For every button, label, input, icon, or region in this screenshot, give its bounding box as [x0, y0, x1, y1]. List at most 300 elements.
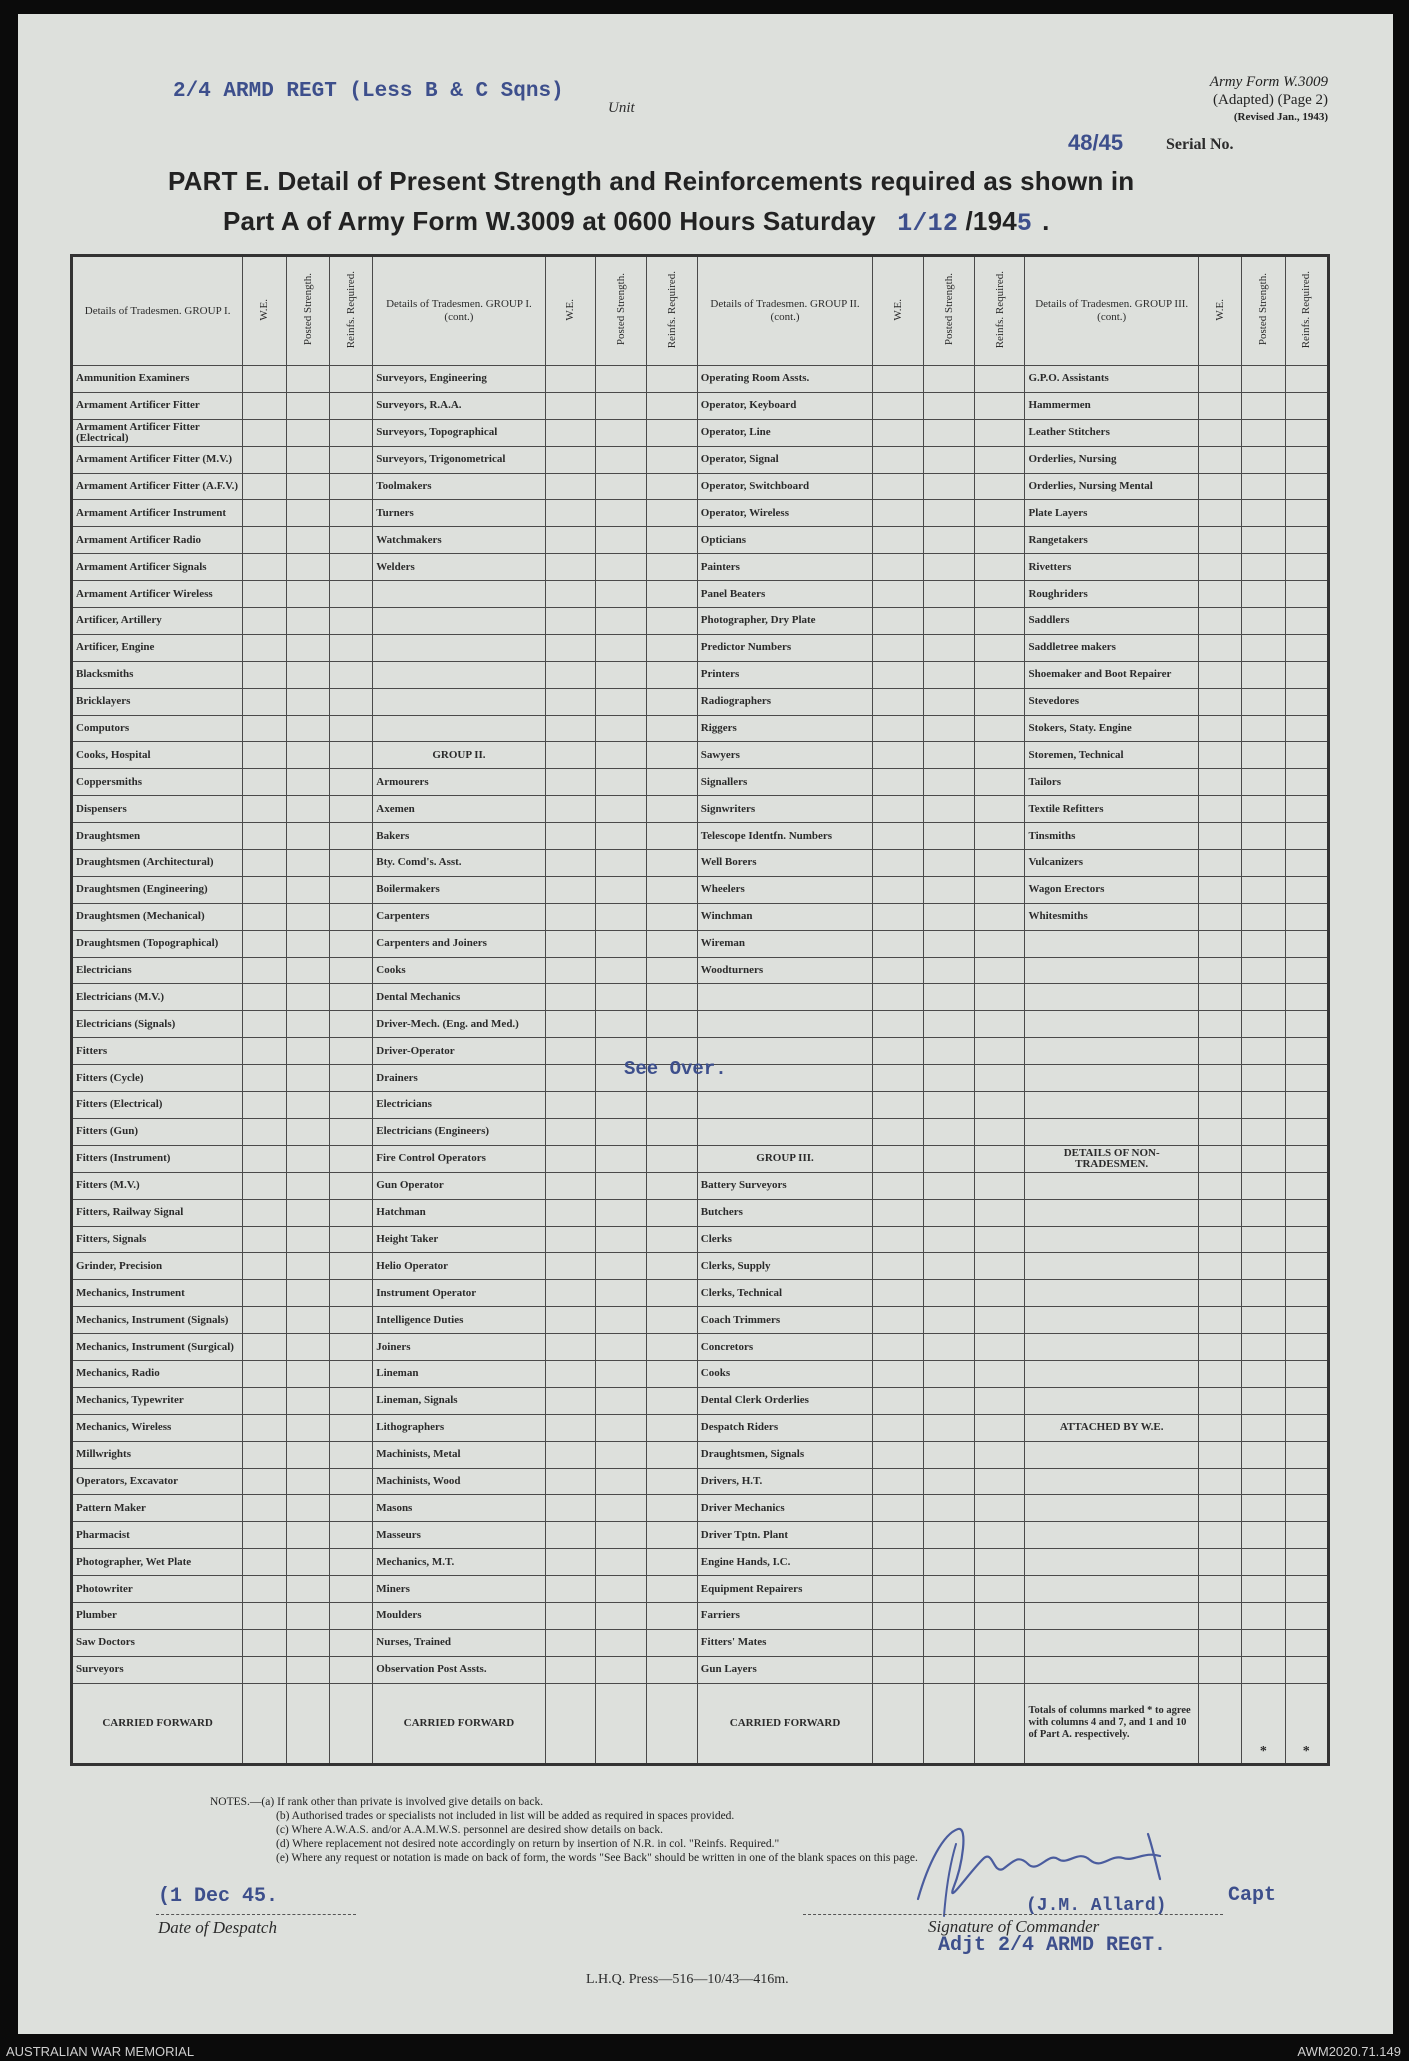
entry-cell[interactable] — [596, 850, 647, 877]
entry-cell[interactable] — [647, 1118, 698, 1145]
entry-cell[interactable] — [243, 1683, 286, 1764]
entry-cell[interactable] — [545, 1522, 596, 1549]
entry-cell[interactable] — [243, 1495, 286, 1522]
entry-cell[interactable] — [974, 581, 1025, 608]
entry-cell[interactable] — [1198, 1629, 1241, 1656]
entry-cell[interactable] — [1242, 742, 1285, 769]
entry-cell[interactable] — [873, 1065, 924, 1092]
entry-cell[interactable] — [243, 608, 286, 635]
entry-cell[interactable] — [545, 876, 596, 903]
entry-cell[interactable] — [1198, 1414, 1241, 1441]
entry-cell[interactable] — [647, 581, 698, 608]
entry-cell[interactable] — [974, 715, 1025, 742]
entry-cell[interactable] — [329, 850, 372, 877]
entry-cell[interactable] — [974, 392, 1025, 419]
entry-cell[interactable] — [243, 446, 286, 473]
entry-cell[interactable] — [329, 1387, 372, 1414]
entry-cell[interactable] — [1285, 608, 1328, 635]
entry-cell[interactable] — [243, 1387, 286, 1414]
entry-cell[interactable] — [974, 366, 1025, 393]
entry-cell[interactable] — [329, 930, 372, 957]
entry-cell[interactable] — [545, 1441, 596, 1468]
entry-cell[interactable] — [243, 1307, 286, 1334]
entry-cell[interactable] — [873, 500, 924, 527]
entry-cell[interactable] — [243, 1360, 286, 1387]
entry-cell[interactable] — [873, 1602, 924, 1629]
entry-cell[interactable] — [329, 661, 372, 688]
entry-cell[interactable] — [545, 366, 596, 393]
entry-cell[interactable] — [647, 769, 698, 796]
entry-cell[interactable] — [924, 1145, 975, 1172]
entry-cell[interactable] — [1242, 1360, 1285, 1387]
entry-cell[interactable] — [1198, 554, 1241, 581]
entry-cell[interactable] — [286, 661, 329, 688]
entry-cell[interactable] — [1285, 634, 1328, 661]
entry-cell[interactable] — [286, 1226, 329, 1253]
entry-cell[interactable] — [924, 1334, 975, 1361]
entry-cell[interactable] — [1285, 366, 1328, 393]
entry-cell[interactable] — [1198, 446, 1241, 473]
entry-cell[interactable] — [1242, 1495, 1285, 1522]
entry-cell[interactable] — [545, 742, 596, 769]
entry-cell[interactable] — [974, 1253, 1025, 1280]
entry-cell[interactable] — [647, 500, 698, 527]
entry-cell[interactable] — [1285, 1280, 1328, 1307]
entry-cell[interactable] — [873, 1011, 924, 1038]
entry-cell[interactable] — [1285, 392, 1328, 419]
entry-cell[interactable] — [286, 366, 329, 393]
entry-cell[interactable] — [243, 661, 286, 688]
entry-cell[interactable] — [286, 1549, 329, 1576]
entry-cell[interactable] — [545, 984, 596, 1011]
entry-cell[interactable] — [1285, 1468, 1328, 1495]
entry-cell[interactable] — [243, 1011, 286, 1038]
entry-cell[interactable] — [974, 850, 1025, 877]
entry-cell[interactable] — [1242, 1549, 1285, 1576]
entry-cell[interactable] — [329, 1307, 372, 1334]
entry-cell[interactable] — [243, 715, 286, 742]
entry-cell[interactable] — [974, 1226, 1025, 1253]
entry-cell[interactable] — [286, 1092, 329, 1119]
entry-cell[interactable] — [596, 1656, 647, 1683]
entry-cell[interactable] — [873, 688, 924, 715]
entry-cell[interactable] — [545, 446, 596, 473]
entry-cell[interactable] — [647, 1172, 698, 1199]
entry-cell[interactable] — [974, 1576, 1025, 1603]
entry-cell[interactable] — [873, 1334, 924, 1361]
entry-cell[interactable] — [924, 1656, 975, 1683]
entry-cell[interactable] — [329, 1280, 372, 1307]
entry-cell[interactable] — [1242, 984, 1285, 1011]
entry-cell[interactable] — [286, 1360, 329, 1387]
entry-cell[interactable] — [1242, 1441, 1285, 1468]
entry-cell[interactable] — [974, 1468, 1025, 1495]
entry-cell[interactable] — [924, 1226, 975, 1253]
entry-cell[interactable] — [596, 1253, 647, 1280]
entry-cell[interactable] — [286, 527, 329, 554]
entry-cell[interactable] — [873, 581, 924, 608]
entry-cell[interactable] — [1242, 796, 1285, 823]
entry-cell[interactable] — [286, 1253, 329, 1280]
entry-cell[interactable] — [647, 1360, 698, 1387]
entry-cell[interactable] — [1198, 1656, 1241, 1683]
entry-cell[interactable] — [1285, 1495, 1328, 1522]
entry-cell[interactable] — [596, 1387, 647, 1414]
entry-cell[interactable] — [924, 500, 975, 527]
entry-cell[interactable] — [647, 554, 698, 581]
entry-cell[interactable] — [1198, 1280, 1241, 1307]
entry-cell[interactable] — [873, 1656, 924, 1683]
entry-cell[interactable] — [329, 500, 372, 527]
entry-cell[interactable] — [974, 769, 1025, 796]
entry-cell[interactable] — [243, 688, 286, 715]
entry-cell[interactable] — [1285, 769, 1328, 796]
entry-cell[interactable] — [974, 554, 1025, 581]
entry-cell[interactable] — [545, 1199, 596, 1226]
entry-cell[interactable] — [286, 1307, 329, 1334]
entry-cell[interactable] — [873, 661, 924, 688]
entry-cell[interactable] — [1242, 419, 1285, 446]
entry-cell[interactable] — [873, 769, 924, 796]
entry-cell[interactable] — [873, 930, 924, 957]
entry-cell[interactable] — [1242, 1172, 1285, 1199]
entry-cell[interactable] — [329, 903, 372, 930]
entry-cell[interactable] — [647, 527, 698, 554]
entry-cell[interactable] — [647, 1199, 698, 1226]
entry-cell[interactable] — [873, 1495, 924, 1522]
entry-cell[interactable] — [596, 446, 647, 473]
entry-cell[interactable] — [924, 1172, 975, 1199]
entry-cell[interactable] — [1198, 366, 1241, 393]
entry-cell[interactable] — [974, 1414, 1025, 1441]
entry-cell[interactable] — [545, 957, 596, 984]
entry-cell[interactable] — [924, 419, 975, 446]
entry-cell[interactable] — [329, 1576, 372, 1603]
entry-cell[interactable] — [243, 1334, 286, 1361]
entry-cell[interactable] — [596, 1011, 647, 1038]
entry-cell[interactable] — [1242, 1468, 1285, 1495]
entry-cell[interactable] — [596, 715, 647, 742]
entry-cell[interactable] — [286, 1522, 329, 1549]
entry-cell[interactable] — [1285, 581, 1328, 608]
entry-cell[interactable] — [1285, 796, 1328, 823]
entry-cell[interactable] — [924, 527, 975, 554]
entry-cell[interactable] — [1198, 1549, 1241, 1576]
entry-cell[interactable] — [924, 1038, 975, 1065]
entry-cell[interactable] — [243, 957, 286, 984]
entry-cell[interactable] — [545, 823, 596, 850]
entry-cell[interactable] — [647, 1226, 698, 1253]
entry-cell[interactable] — [924, 366, 975, 393]
entry-cell[interactable] — [873, 984, 924, 1011]
entry-cell[interactable] — [243, 634, 286, 661]
entry-cell[interactable] — [243, 1414, 286, 1441]
entry-cell[interactable] — [1198, 1468, 1241, 1495]
entry-cell[interactable] — [647, 1334, 698, 1361]
entry-cell[interactable] — [924, 715, 975, 742]
entry-cell[interactable] — [329, 688, 372, 715]
entry-cell[interactable] — [1285, 1414, 1328, 1441]
entry-cell[interactable] — [1242, 1145, 1285, 1172]
entry-cell[interactable] — [329, 419, 372, 446]
entry-cell[interactable] — [924, 634, 975, 661]
entry-cell[interactable] — [924, 1549, 975, 1576]
entry-cell[interactable] — [1285, 527, 1328, 554]
entry-cell[interactable] — [596, 957, 647, 984]
entry-cell[interactable] — [647, 661, 698, 688]
entry-cell[interactable] — [1285, 1602, 1328, 1629]
entry-cell[interactable] — [243, 554, 286, 581]
entry-cell[interactable] — [545, 634, 596, 661]
entry-cell[interactable] — [243, 500, 286, 527]
entry-cell[interactable] — [1242, 1656, 1285, 1683]
entry-cell[interactable] — [924, 984, 975, 1011]
entry-cell[interactable] — [329, 984, 372, 1011]
entry-cell[interactable] — [647, 688, 698, 715]
entry-cell[interactable] — [647, 957, 698, 984]
entry-cell[interactable] — [329, 715, 372, 742]
entry-cell[interactable] — [243, 1038, 286, 1065]
entry-cell[interactable] — [1198, 1441, 1241, 1468]
entry-cell[interactable] — [243, 1441, 286, 1468]
entry-cell[interactable] — [1242, 1011, 1285, 1038]
entry-cell[interactable] — [873, 554, 924, 581]
entry-cell[interactable] — [243, 876, 286, 903]
entry-cell[interactable] — [1285, 957, 1328, 984]
entry-cell[interactable] — [974, 984, 1025, 1011]
entry-cell[interactable] — [1198, 661, 1241, 688]
entry-cell[interactable] — [329, 1092, 372, 1119]
entry-cell[interactable] — [1198, 1092, 1241, 1119]
entry-cell[interactable] — [1242, 1629, 1285, 1656]
entry-cell[interactable] — [1242, 1118, 1285, 1145]
entry-cell[interactable] — [1198, 715, 1241, 742]
entry-cell[interactable] — [329, 1549, 372, 1576]
entry-cell[interactable] — [286, 1038, 329, 1065]
entry-cell[interactable] — [873, 1441, 924, 1468]
entry-cell[interactable] — [329, 1360, 372, 1387]
entry-cell[interactable] — [873, 392, 924, 419]
entry-cell[interactable] — [596, 796, 647, 823]
entry-cell[interactable] — [1198, 1145, 1241, 1172]
entry-cell[interactable] — [243, 419, 286, 446]
entry-cell[interactable] — [1242, 903, 1285, 930]
entry-cell[interactable] — [1285, 1092, 1328, 1119]
entry-cell[interactable] — [596, 930, 647, 957]
entry-cell[interactable] — [647, 930, 698, 957]
entry-cell[interactable] — [647, 1602, 698, 1629]
entry-cell[interactable] — [1242, 473, 1285, 500]
entry-cell[interactable] — [545, 1307, 596, 1334]
entry-cell[interactable] — [924, 796, 975, 823]
entry-cell[interactable] — [243, 930, 286, 957]
entry-cell[interactable] — [286, 473, 329, 500]
entry-cell[interactable] — [286, 1495, 329, 1522]
entry-cell[interactable] — [243, 903, 286, 930]
entry-cell[interactable] — [286, 742, 329, 769]
entry-cell[interactable] — [1242, 930, 1285, 957]
entry-cell[interactable] — [243, 1226, 286, 1253]
entry-cell[interactable] — [243, 796, 286, 823]
entry-cell[interactable] — [924, 392, 975, 419]
entry-cell[interactable] — [1242, 1065, 1285, 1092]
entry-cell[interactable] — [647, 1576, 698, 1603]
entry-cell[interactable] — [873, 1199, 924, 1226]
entry-cell[interactable] — [596, 823, 647, 850]
entry-cell[interactable] — [1285, 1038, 1328, 1065]
entry-cell[interactable] — [1242, 1092, 1285, 1119]
entry-cell[interactable] — [545, 392, 596, 419]
entry-cell[interactable] — [1285, 1576, 1328, 1603]
entry-cell[interactable] — [243, 1253, 286, 1280]
entry-cell[interactable] — [1198, 527, 1241, 554]
entry-cell[interactable] — [545, 419, 596, 446]
entry-cell[interactable] — [647, 1145, 698, 1172]
entry-cell[interactable] — [286, 634, 329, 661]
entry-cell[interactable] — [243, 769, 286, 796]
entry-cell[interactable] — [873, 1683, 924, 1764]
entry-cell[interactable] — [873, 1414, 924, 1441]
entry-cell[interactable] — [545, 1495, 596, 1522]
entry-cell[interactable] — [647, 634, 698, 661]
entry-cell[interactable] — [1198, 581, 1241, 608]
entry-cell[interactable] — [647, 1280, 698, 1307]
entry-cell[interactable] — [1198, 1011, 1241, 1038]
entry-cell[interactable] — [1198, 392, 1241, 419]
entry-cell[interactable] — [545, 527, 596, 554]
entry-cell[interactable] — [974, 688, 1025, 715]
entry-cell[interactable] — [1242, 876, 1285, 903]
entry-cell[interactable] — [1285, 1199, 1328, 1226]
entry-cell[interactable] — [924, 1092, 975, 1119]
entry-cell[interactable] — [286, 392, 329, 419]
entry-cell[interactable] — [873, 1307, 924, 1334]
entry-cell[interactable] — [1198, 769, 1241, 796]
entry-cell[interactable] — [1198, 796, 1241, 823]
entry-cell[interactable] — [243, 1656, 286, 1683]
entry-cell[interactable] — [647, 1441, 698, 1468]
entry-cell[interactable] — [243, 1199, 286, 1226]
entry-cell[interactable] — [974, 1334, 1025, 1361]
entry-cell[interactable] — [924, 1414, 975, 1441]
entry-cell[interactable] — [243, 850, 286, 877]
entry-cell[interactable] — [974, 1656, 1025, 1683]
entry-cell[interactable] — [974, 1145, 1025, 1172]
entry-cell[interactable] — [286, 769, 329, 796]
entry-cell[interactable] — [924, 1522, 975, 1549]
entry-cell[interactable] — [329, 1441, 372, 1468]
entry-cell[interactable] — [1198, 1387, 1241, 1414]
entry-cell[interactable] — [329, 1495, 372, 1522]
entry-cell[interactable] — [545, 500, 596, 527]
entry-cell[interactable] — [873, 446, 924, 473]
entry-cell[interactable] — [1198, 634, 1241, 661]
entry-cell[interactable] — [1285, 1226, 1328, 1253]
entry-cell[interactable] — [1198, 1360, 1241, 1387]
entry-cell[interactable] — [1285, 742, 1328, 769]
entry-cell[interactable] — [596, 366, 647, 393]
entry-cell[interactable] — [596, 1145, 647, 1172]
entry-cell[interactable] — [243, 1468, 286, 1495]
entry-cell[interactable] — [1285, 473, 1328, 500]
entry-cell[interactable] — [974, 500, 1025, 527]
entry-cell[interactable] — [1242, 823, 1285, 850]
entry-cell[interactable] — [873, 823, 924, 850]
entry-cell[interactable] — [647, 742, 698, 769]
entry-cell[interactable] — [545, 1602, 596, 1629]
entry-cell[interactable] — [545, 850, 596, 877]
entry-cell[interactable] — [873, 608, 924, 635]
entry-cell[interactable] — [974, 1495, 1025, 1522]
entry-cell[interactable] — [647, 446, 698, 473]
entry-cell[interactable] — [545, 1414, 596, 1441]
entry-cell[interactable] — [647, 1522, 698, 1549]
entry-cell[interactable] — [1285, 823, 1328, 850]
entry-cell[interactable] — [545, 1683, 596, 1764]
entry-cell[interactable] — [1198, 473, 1241, 500]
entry-cell[interactable] — [545, 473, 596, 500]
entry-cell[interactable] — [286, 1172, 329, 1199]
entry-cell[interactable] — [545, 1226, 596, 1253]
entry-cell[interactable] — [596, 608, 647, 635]
entry-cell[interactable] — [1198, 1065, 1241, 1092]
entry-cell[interactable] — [647, 1656, 698, 1683]
entry-cell[interactable] — [596, 661, 647, 688]
entry-cell[interactable] — [974, 1387, 1025, 1414]
entry-cell[interactable] — [1242, 500, 1285, 527]
entry-cell[interactable] — [243, 1118, 286, 1145]
entry-cell[interactable] — [596, 1334, 647, 1361]
entry-cell[interactable] — [647, 473, 698, 500]
entry-cell[interactable] — [286, 554, 329, 581]
entry-cell[interactable] — [924, 1307, 975, 1334]
entry-cell[interactable] — [1285, 1656, 1328, 1683]
entry-cell[interactable] — [286, 1145, 329, 1172]
entry-cell[interactable] — [1198, 876, 1241, 903]
entry-cell[interactable] — [974, 608, 1025, 635]
entry-cell[interactable] — [286, 1280, 329, 1307]
entry-cell[interactable] — [1285, 1387, 1328, 1414]
entry-cell[interactable] — [974, 661, 1025, 688]
entry-cell[interactable] — [924, 581, 975, 608]
entry-cell[interactable] — [1242, 850, 1285, 877]
entry-cell[interactable] — [873, 903, 924, 930]
entry-cell[interactable] — [545, 769, 596, 796]
entry-cell[interactable] — [545, 903, 596, 930]
entry-cell[interactable] — [873, 527, 924, 554]
entry-cell[interactable] — [873, 1549, 924, 1576]
entry-cell[interactable] — [243, 366, 286, 393]
entry-cell[interactable] — [286, 903, 329, 930]
entry-cell[interactable] — [286, 850, 329, 877]
entry-cell[interactable] — [1242, 1576, 1285, 1603]
entry-cell[interactable] — [647, 1468, 698, 1495]
entry-cell[interactable] — [647, 823, 698, 850]
entry-cell[interactable] — [329, 1199, 372, 1226]
entry-cell[interactable] — [974, 446, 1025, 473]
entry-cell[interactable] — [1198, 1683, 1241, 1764]
entry-cell[interactable] — [1198, 500, 1241, 527]
entry-cell[interactable] — [329, 554, 372, 581]
entry-cell[interactable] — [1285, 1549, 1328, 1576]
entry-cell[interactable] — [1242, 661, 1285, 688]
entry-cell[interactable] — [329, 1253, 372, 1280]
entry-cell[interactable] — [974, 796, 1025, 823]
entry-cell[interactable] — [1285, 850, 1328, 877]
entry-cell[interactable] — [1198, 1334, 1241, 1361]
entry-cell[interactable] — [243, 1092, 286, 1119]
entry-cell[interactable] — [286, 796, 329, 823]
